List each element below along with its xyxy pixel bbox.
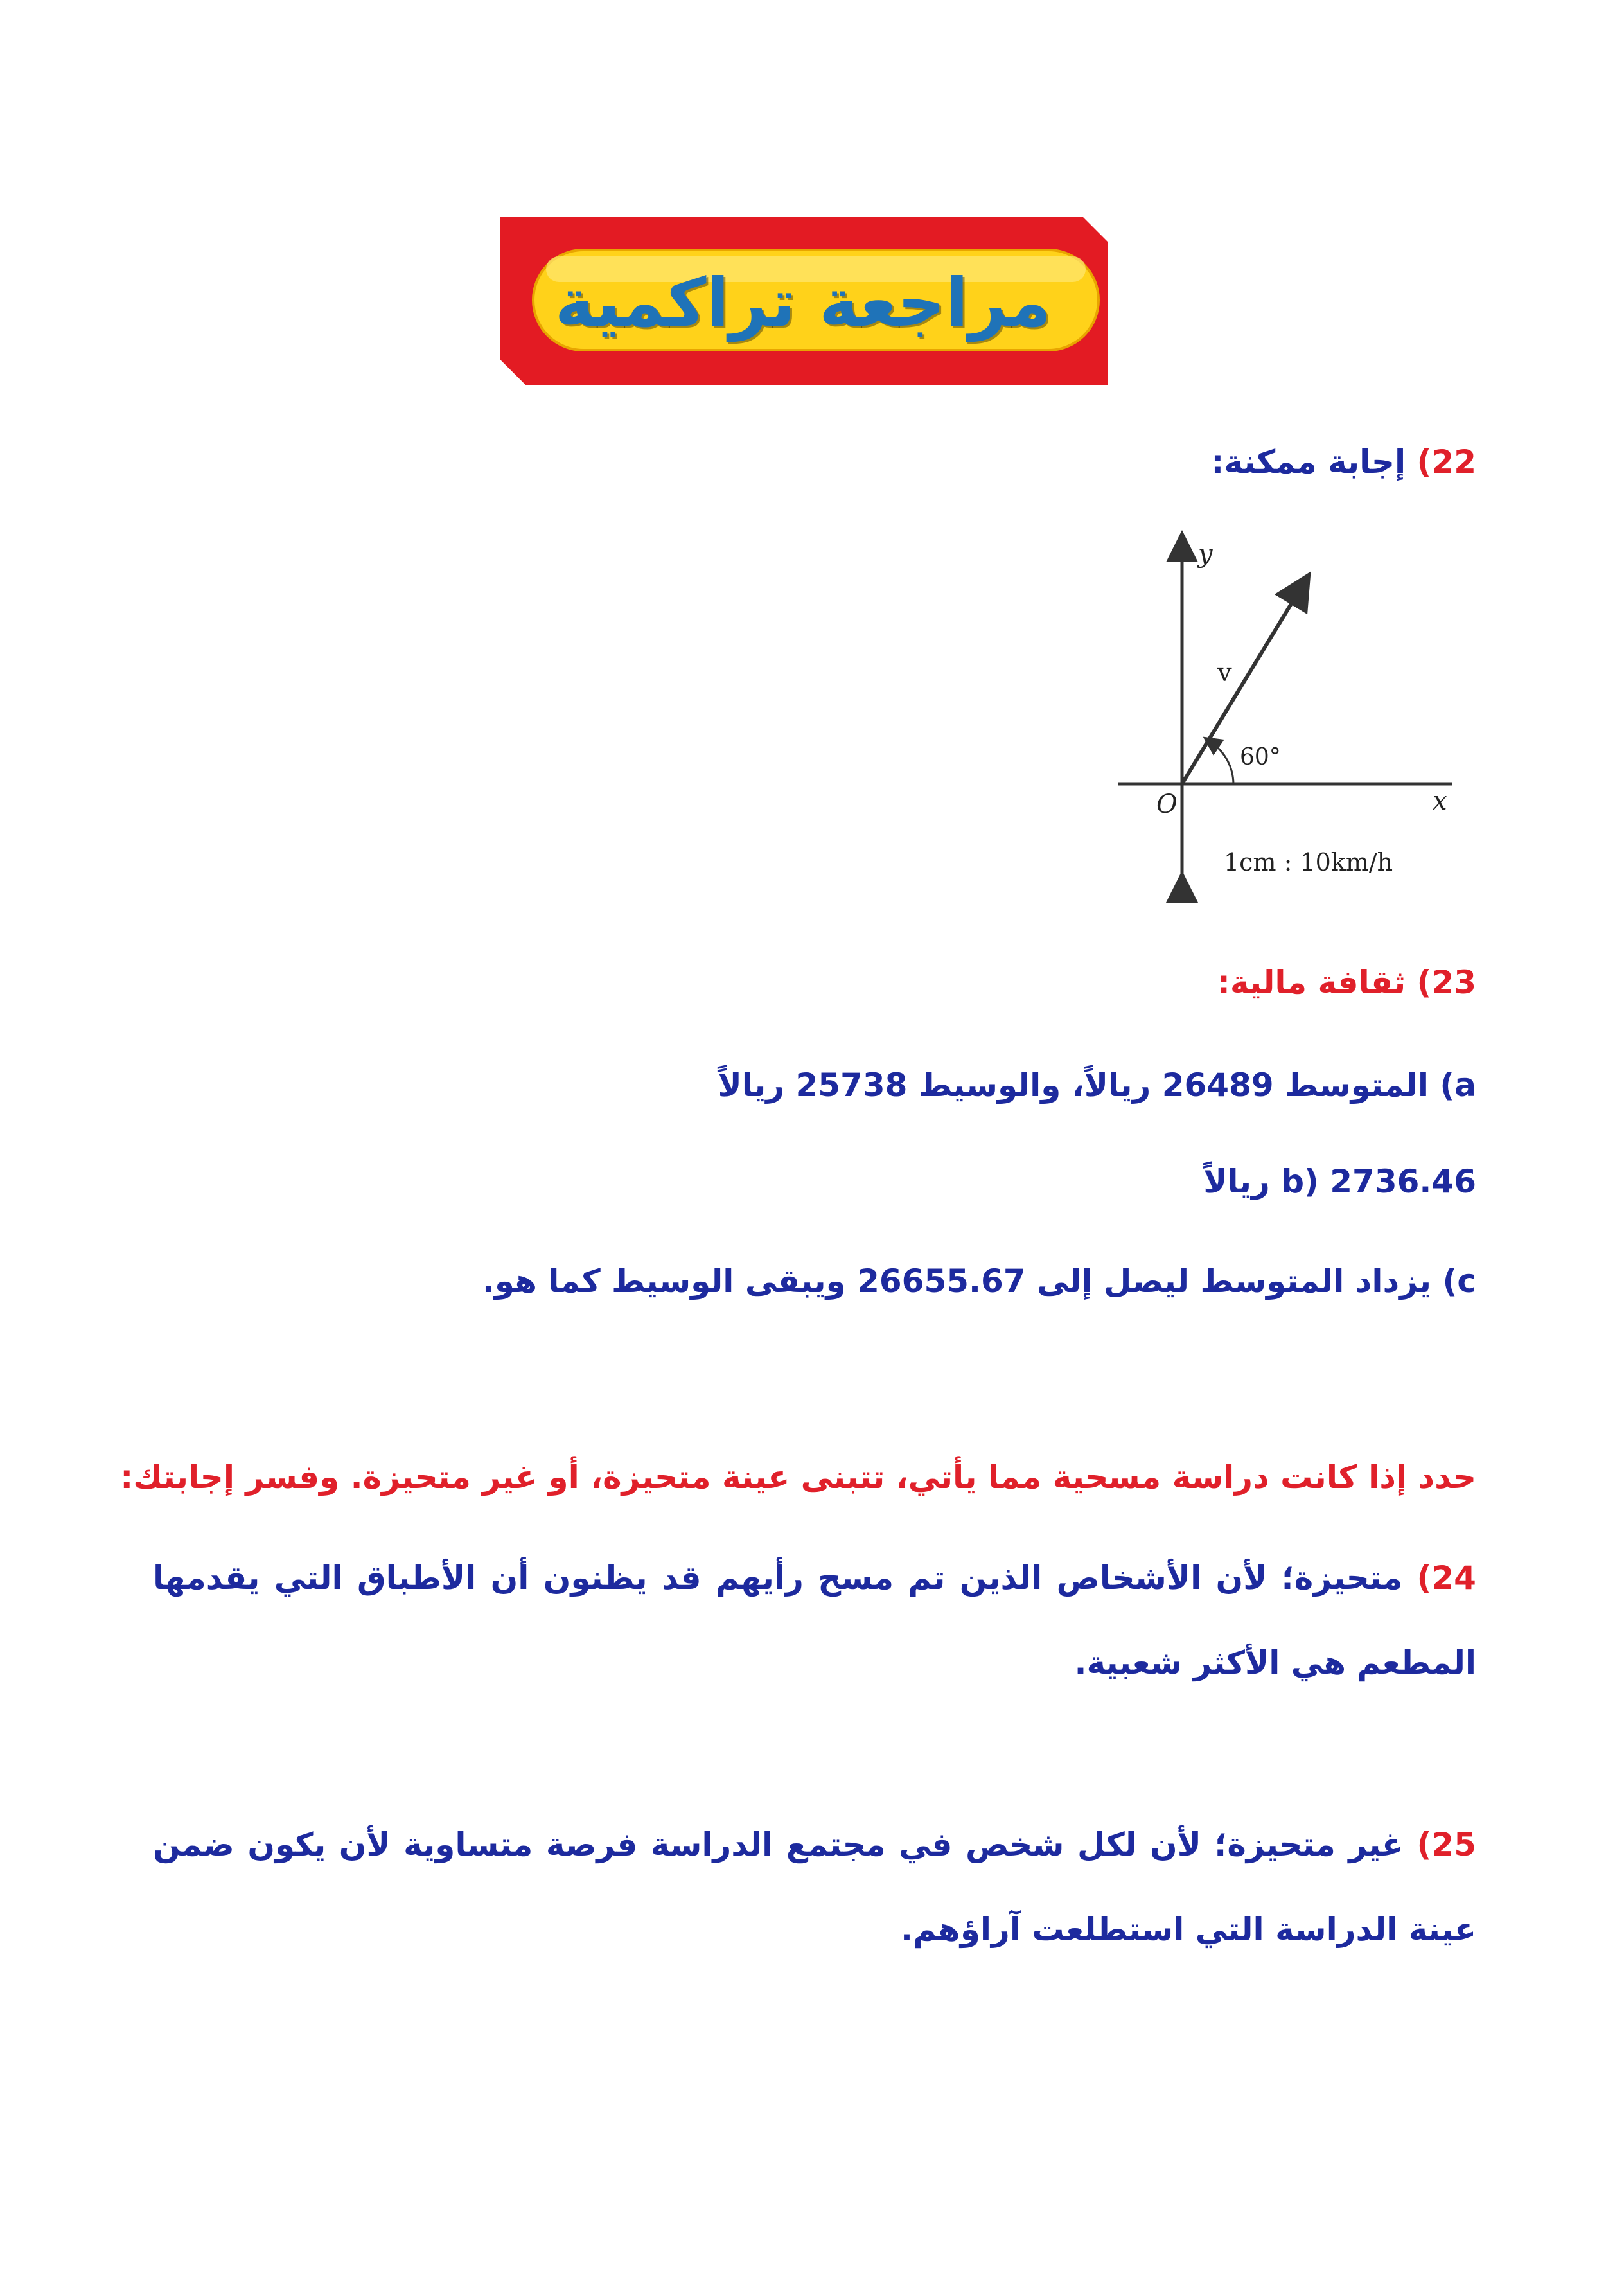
question-22: [1211, 443, 1476, 481]
answer-23c-text: يزداد المتوسط ليصل إلى 26655.67 ويبقى الوسيط كما هو.: [482, 1263, 1432, 1300]
question-23-text: ثقافة مالية:: [1217, 964, 1406, 1001]
answer-23a-label: a): [1440, 1067, 1476, 1104]
answer-23b-label: b): [1281, 1163, 1319, 1200]
banner-title: مراجعة تراكمية: [554, 263, 1052, 342]
question-22-text: إجابة ممكنة:: [1211, 443, 1406, 481]
origin-label: O: [1156, 790, 1178, 819]
angle-label: 60°: [1240, 744, 1281, 770]
vector-figure: [1105, 527, 1465, 912]
answer-23a-text: المتوسط 26489 ريالاً، والوسيط 25738 ريالاً: [718, 1067, 1429, 1104]
question-24-text: متحيزة؛ لأن الأشخاص الذين تم مسح رأيهم قد يظنون أن الأطباق التي يقدمها المطعم هي الأكثر شعبية.: [153, 1559, 1476, 1681]
x-axis-label: x: [1433, 786, 1447, 816]
question-25-text: غير متحيزة؛ لأن لكل شخص في مجتمع الدراسة فرصة متساوية لأن يكون ضمن عينة الدراسة التي استطلعت آراؤهم.: [153, 1826, 1476, 1948]
answer-23c-label: c): [1442, 1263, 1476, 1300]
instruction-text: حدد إذا كانت دراسة مسحية مما يأتي، تتبنى عينة متحيزة، أو غير متحيزة. وفسر إجابتك:: [120, 1458, 1476, 1496]
vector-label: v: [1217, 658, 1232, 687]
scale-label: 1cm : 10km/h: [1224, 848, 1393, 876]
question-23: [1217, 964, 1476, 1001]
question-24-number: 24): [1417, 1559, 1476, 1597]
answer-23a: [718, 1067, 1476, 1104]
angle-arc: [1211, 742, 1233, 784]
vector-diagram: [1105, 527, 1465, 912]
question-23-number: 23): [1417, 964, 1476, 1001]
answer-23c: [482, 1263, 1476, 1300]
y-axis-label: y: [1198, 539, 1213, 569]
question-25: [153, 1802, 1476, 1972]
answer-23b: [1203, 1163, 1476, 1200]
question-22-number: 22): [1417, 443, 1476, 481]
question-24: [153, 1536, 1476, 1705]
answer-23b-text: 2736.46 ريالاً: [1203, 1163, 1476, 1200]
question-25-number: 25): [1417, 1826, 1476, 1863]
